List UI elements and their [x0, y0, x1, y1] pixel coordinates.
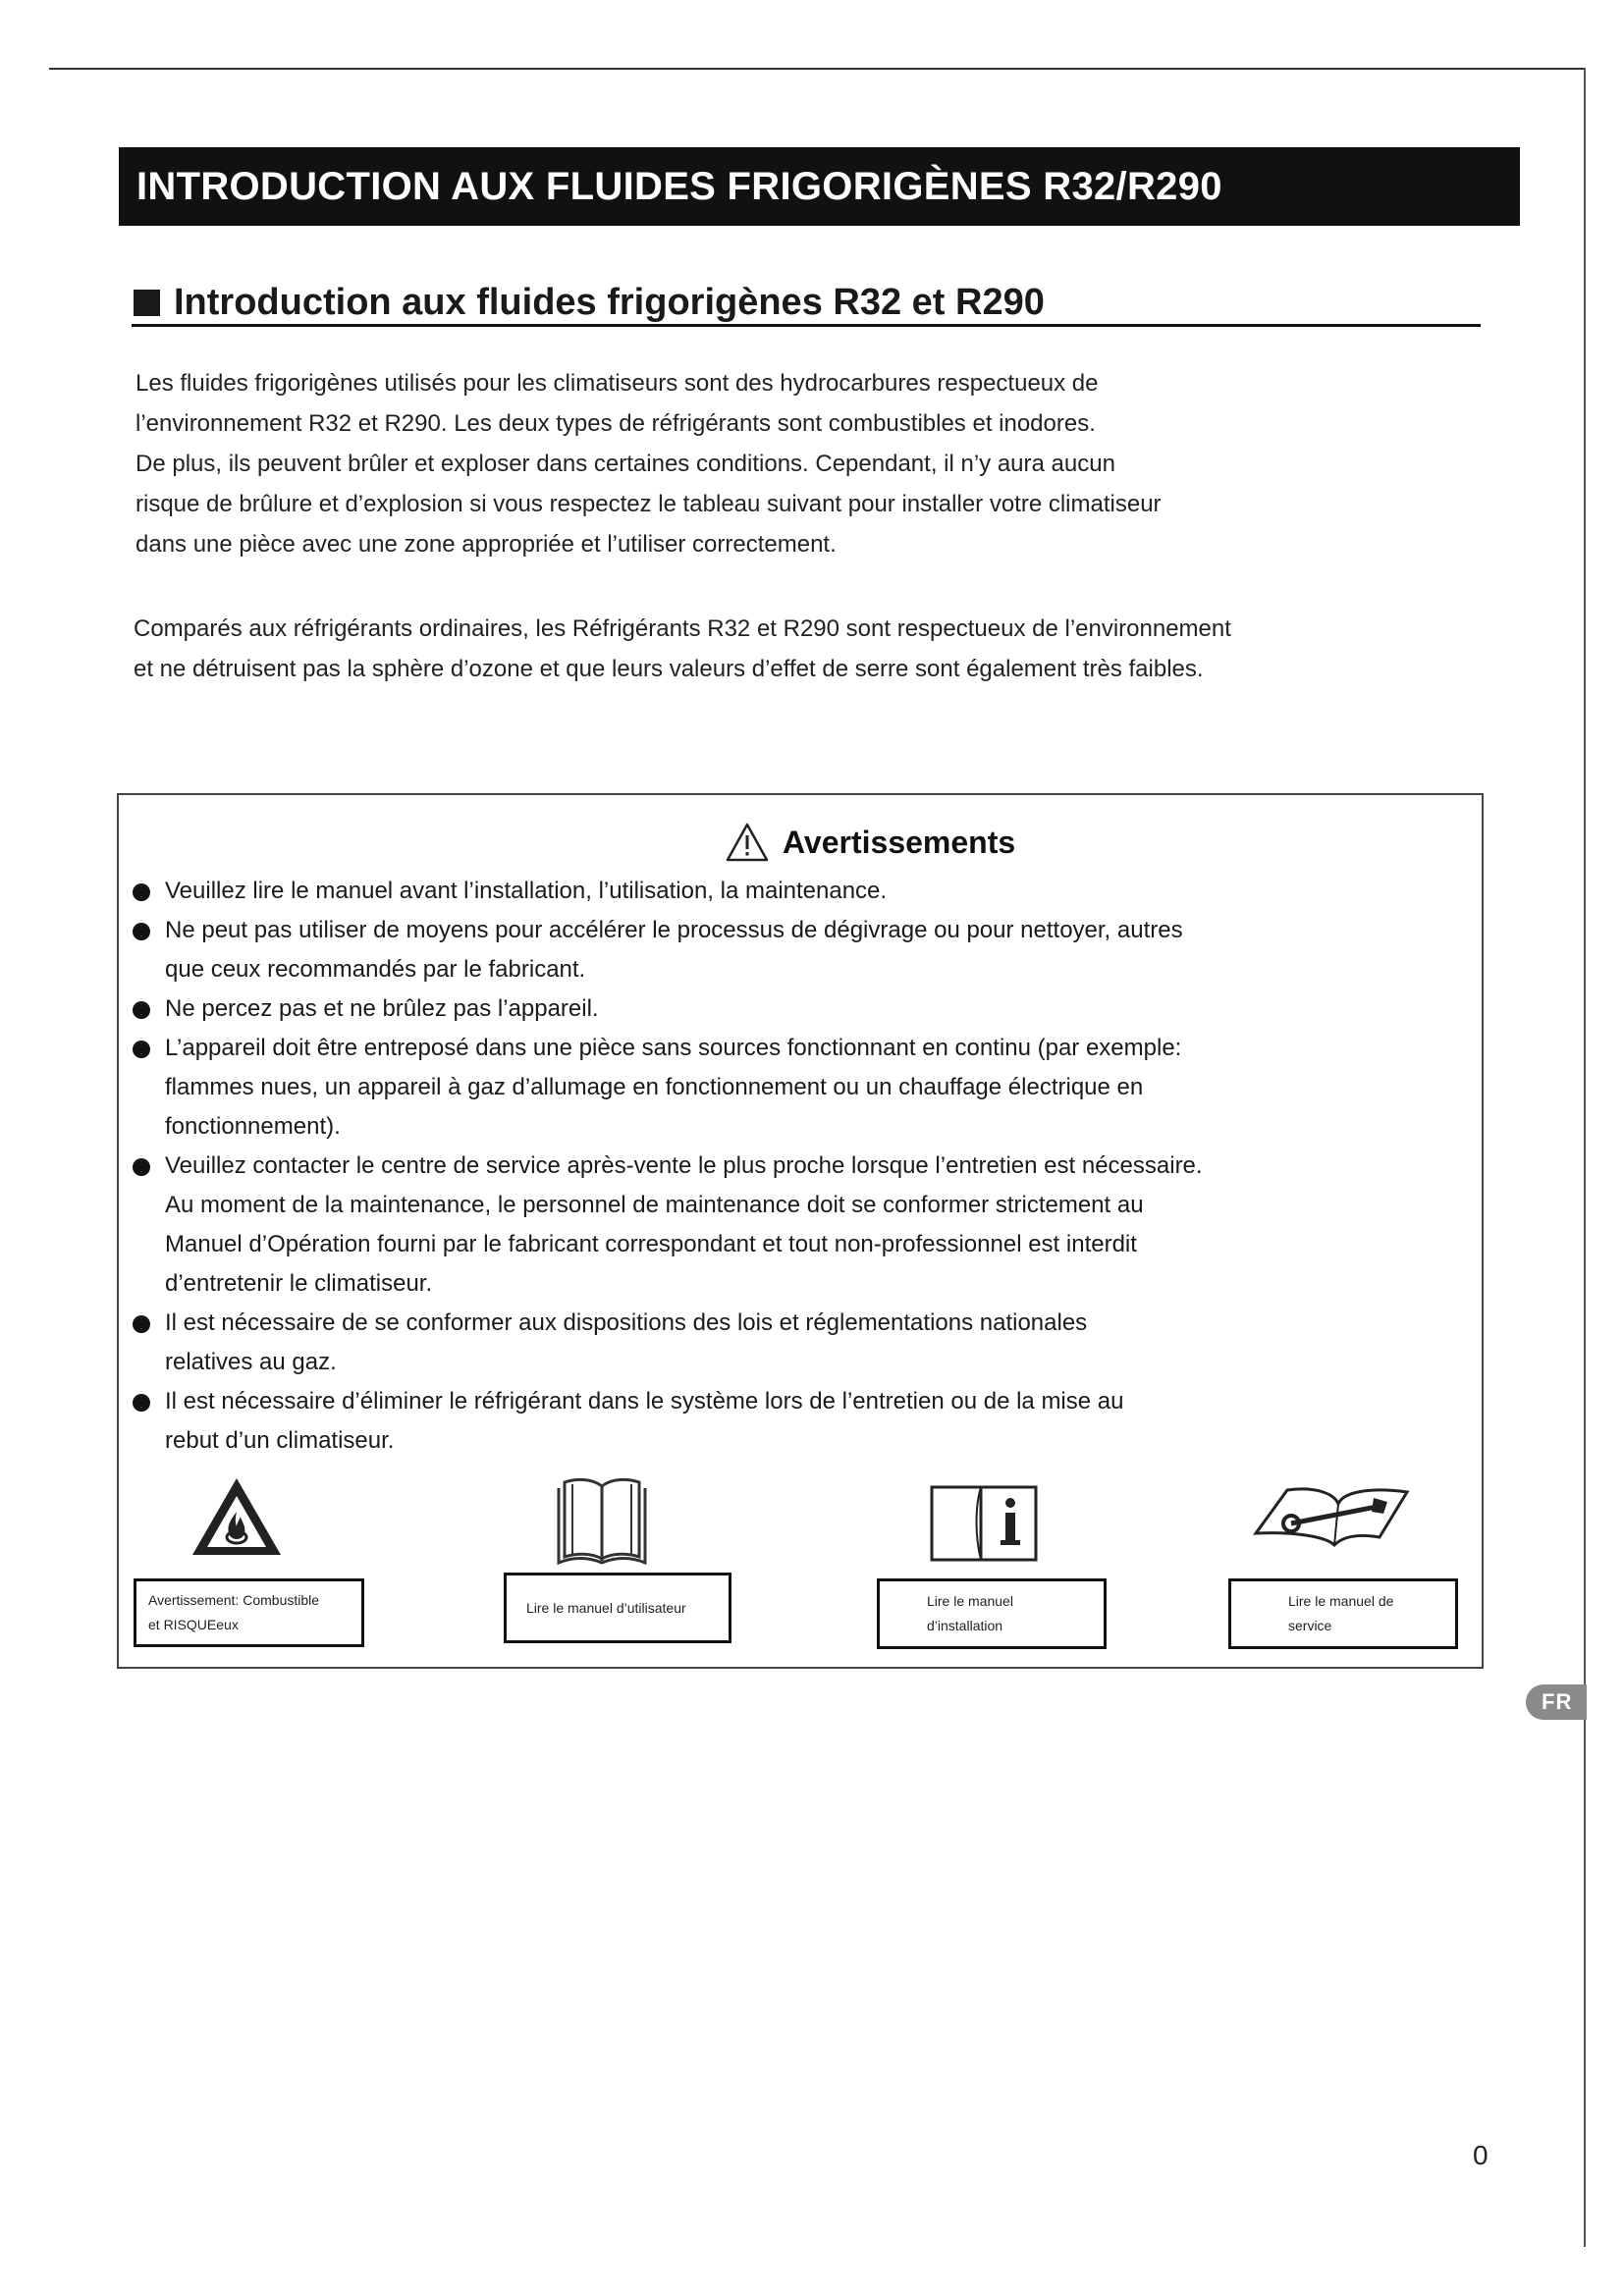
- bullet-icon: [133, 1041, 150, 1058]
- section-heading: [132, 275, 1481, 327]
- list-item: L’appareil doit être entreposé dans une pièce sans sources fonctionnant en continu (par exemple: flammes nues, un appareil à gaz d’allumage en fonctionnement ou un chauffage électrique en fonctionnement).: [133, 1029, 1468, 1147]
- warnings-title: [726, 823, 1015, 862]
- paragraph-line: et ne détruisent pas la sphère d’ozone et que leurs valeurs d’effet de serre sont également très faibles.: [134, 656, 1204, 682]
- language-tab: FR: [1526, 1684, 1587, 1720]
- paragraph-line: l’environnement R32 et R290. Les deux types de réfrigérants sont combustibles et inodores.: [135, 410, 1096, 437]
- page-title: INTRODUCTION AUX FLUIDES FRIGORIGÈNES R32/R290: [136, 164, 1222, 208]
- bullet-icon: [133, 883, 150, 901]
- right-margin-rule: [1584, 68, 1586, 2247]
- intro-paragraph-1: [135, 363, 1162, 564]
- heading-square-icon: [134, 290, 160, 316]
- bullet-icon: [133, 1001, 150, 1019]
- list-item: Veuillez lire le manuel avant l’installation, l’utilisation, la maintenance.: [133, 872, 1468, 911]
- paragraph-line: De plus, ils peuvent brûler et exploser dans certaines conditions. Cependant, il n’y aura aucun: [135, 451, 1115, 477]
- list-item: Il est nécessaire de se conformer aux dispositions des lois et réglementations nationales relatives au gaz.: [133, 1304, 1468, 1382]
- bullet-icon: [133, 1394, 150, 1412]
- warnings-title-text: Avertissements: [783, 824, 1016, 860]
- page-title-bar: [119, 147, 1520, 226]
- warnings-list: [133, 872, 1468, 1461]
- symbol-label: Lire le manuel d’installation: [877, 1578, 1107, 1649]
- page-number: 0: [1473, 2140, 1489, 2170]
- installation-manual-icon: [926, 1477, 1044, 1566]
- section-heading-text: Introduction aux fluides frigorigènes R32 et R290: [174, 282, 1045, 323]
- list-item: Ne percez pas et ne brûlez pas l’appareil.: [133, 989, 1468, 1029]
- flammable-warning-icon: [188, 1472, 286, 1561]
- symbol-label: Lire le manuel de service: [1228, 1578, 1458, 1649]
- list-item: Il est nécessaire d’éliminer le réfrigérant dans le système lors de l’entretien ou de la mise au rebut d’un climatiseur.: [133, 1382, 1468, 1461]
- list-item: Ne peut pas utiliser de moyens pour accélérer le processus de dégivrage ou pour nettoyer, autres que ceux recommandés par le fabricant.: [133, 911, 1468, 989]
- symbol-label: Lire le manuel d’utilisateur: [504, 1573, 731, 1643]
- paragraph-line: Comparés aux réfrigérants ordinaires, les Réfrigérants R32 et R290 sont respectueux de l’environnement: [134, 615, 1231, 642]
- list-item: Veuillez contacter le centre de service après-vente le plus proche lorsque l’entretien est nécessaire. Au moment de la maintenance, le personnel de maintenance doit se conformer strictement au Manuel d’Opération fourni par le fabricant correspondant et tout non-professionnel est interdit d’entretenir le climatiseur.: [133, 1147, 1468, 1304]
- symbol-label: Avertissement: Combustible et RISQUEeux: [134, 1578, 364, 1647]
- bullet-icon: [133, 923, 150, 940]
- paragraph-line: dans une pièce avec une zone appropriée et l’utiliser correctement.: [135, 531, 837, 558]
- warning-triangle-icon: [726, 823, 769, 862]
- warnings-box: [117, 793, 1484, 1669]
- paragraph-line: Les fluides frigorigènes utilisés pour les climatiseurs sont des hydrocarbures respectueux de: [135, 370, 1099, 397]
- service-manual-icon: [1248, 1472, 1415, 1561]
- open-book-icon: [553, 1472, 651, 1571]
- bullet-icon: [133, 1158, 150, 1176]
- bullet-icon: [133, 1315, 150, 1333]
- top-rule: [49, 68, 1585, 70]
- intro-paragraph-2: [134, 609, 1231, 689]
- paragraph-line: risque de brûlure et d’explosion si vous respectez le tableau suivant pour installer votre climatiseur: [135, 491, 1162, 517]
